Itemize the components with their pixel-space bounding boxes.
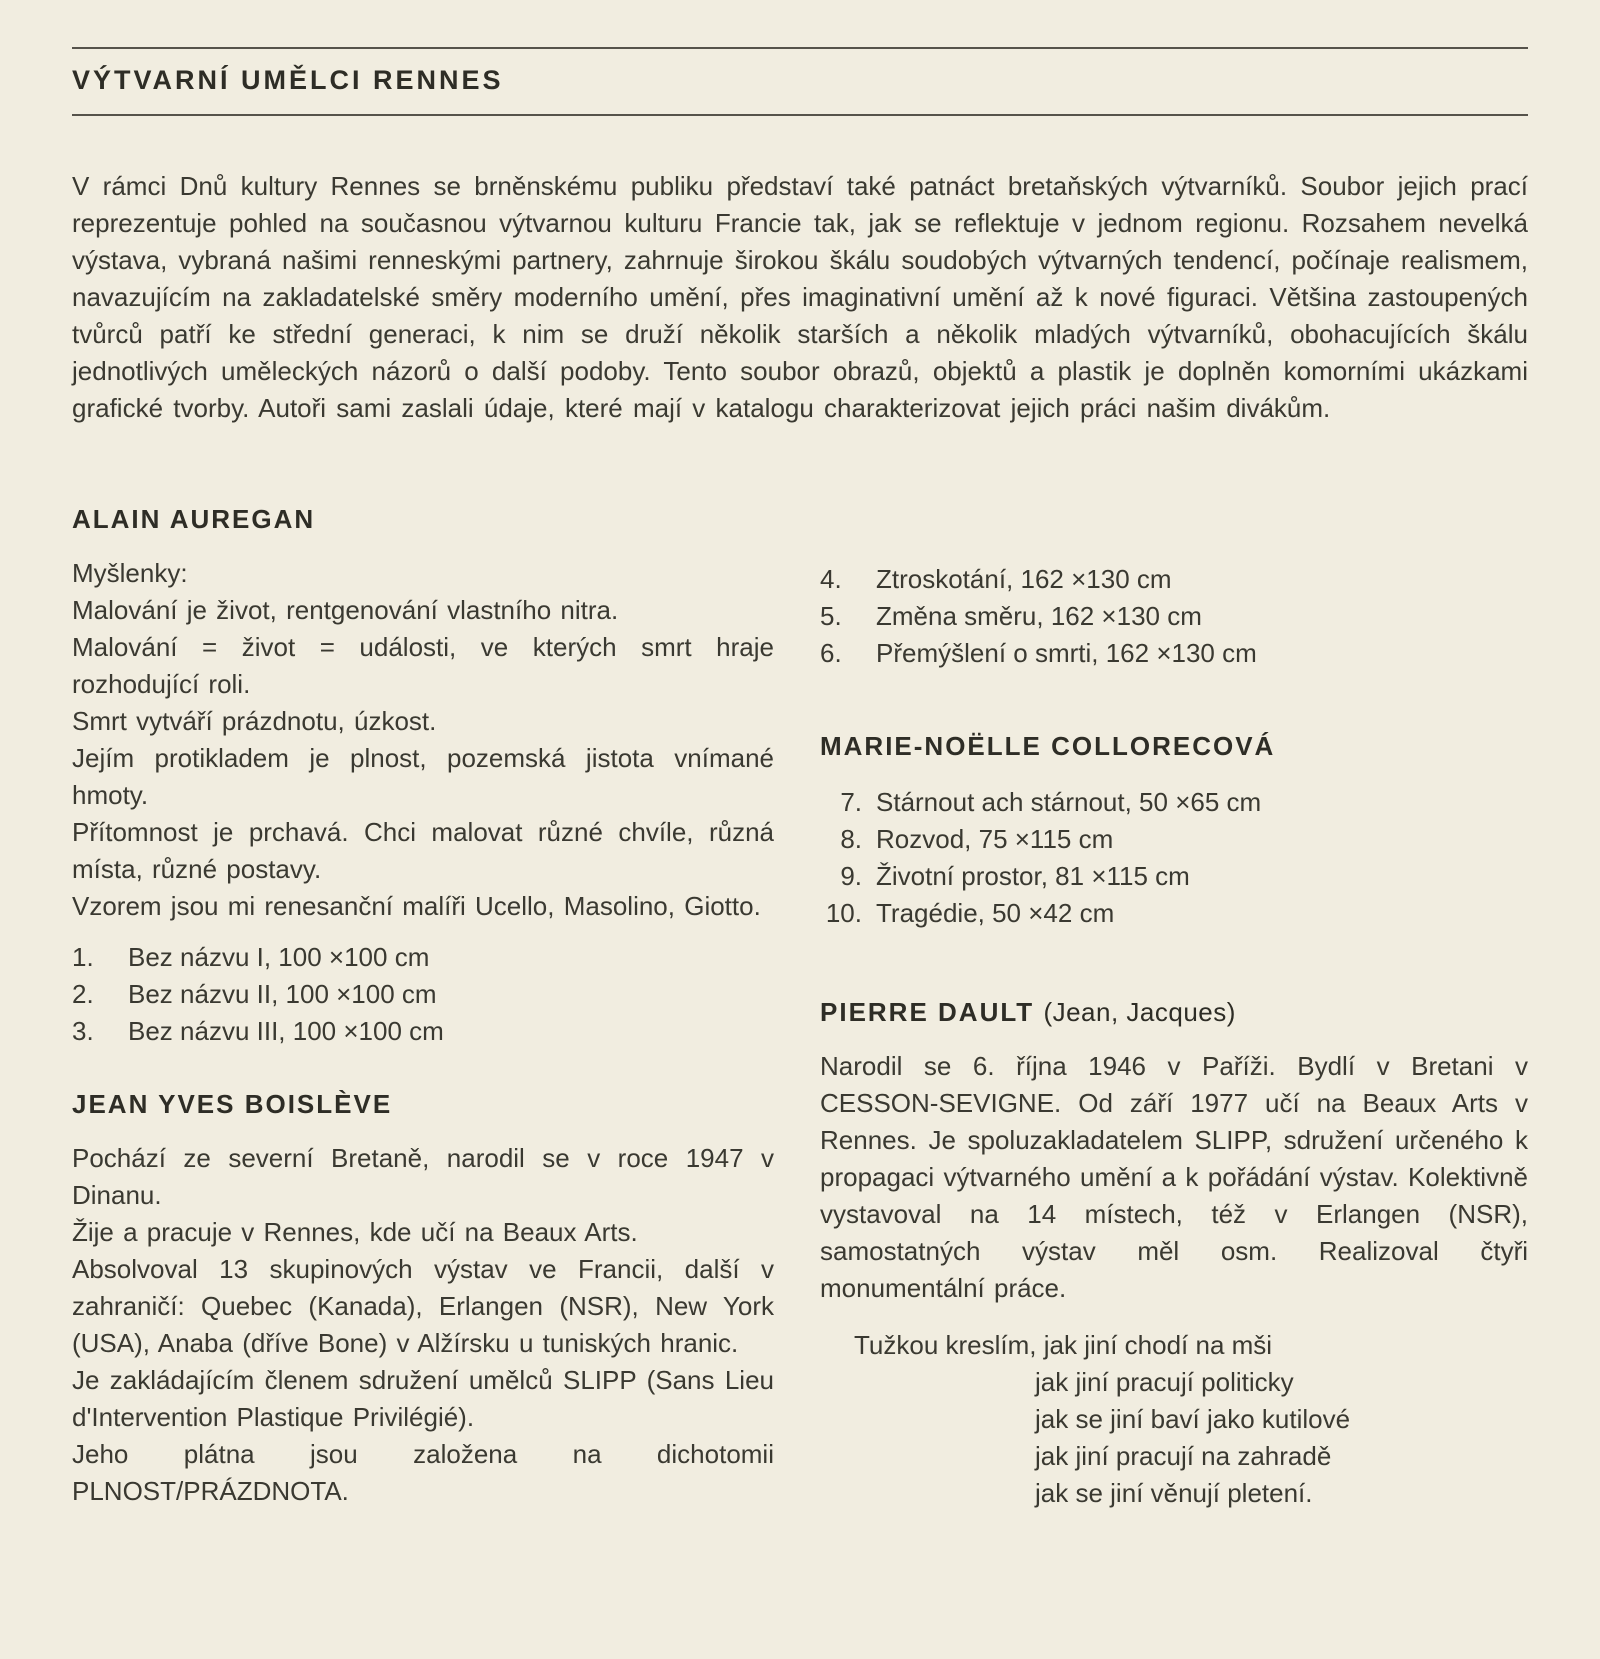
statement-line: Přítomnost je prchavá. Chci malovat různé chvíle, různá místa, různé postavy. bbox=[72, 817, 774, 884]
dault-bio: Narodil se 6. října 1946 v Paříži. Bydlí v Bretani v CESSON-SEVIGNE. Od září 1977 učí na Beaux Arts v Rennes. Je spoluzakladatelem SLIPP, sdružení určeného k propagaci výtvarného umění a k pořádání výstav. Kolektivně vystavoval na 14 místech, též v Erlangen (NSR), samostatných výstav měl osm. Realizoval čtyři monumentální práce. bbox=[820, 1051, 1528, 1303]
work-title: Přemýšlení o smrti, 162 ×130 cm bbox=[876, 638, 1257, 668]
auregan-statements bbox=[72, 555, 774, 925]
top-rule bbox=[72, 47, 1528, 49]
work-item bbox=[820, 561, 1528, 598]
work-number: 6. bbox=[820, 638, 842, 668]
poem-line: jak jiní pracují politicky bbox=[1035, 1367, 1294, 1397]
work-item bbox=[820, 784, 1528, 821]
work-item bbox=[820, 821, 1528, 858]
work-number: 8. bbox=[840, 824, 862, 854]
work-item bbox=[72, 1013, 774, 1050]
section-heading-boisleve: JEAN YVES BOISLÈVE bbox=[72, 1089, 393, 1119]
section-heading-collorecova: MARIE-NOËLLE COLLORECOVÁ bbox=[820, 731, 1276, 761]
work-number: 5. bbox=[820, 601, 842, 631]
work-number: 7. bbox=[840, 787, 862, 817]
page-title: VÝTVARNÍ UMĚLCI RENNES bbox=[72, 65, 504, 95]
bio-line: Žije a pracuje v Rennes, kde učí na Beaux Arts. bbox=[72, 1217, 638, 1247]
work-title: Rozvod, 75 ×115 cm bbox=[876, 824, 1114, 854]
statement-line: Smrt vytváří prázdnotu, úzkost. bbox=[72, 706, 437, 736]
work-number: 2. bbox=[72, 979, 94, 1009]
work-number: 1. bbox=[72, 942, 94, 972]
statement-line: Malování = život = události, ve kterých smrt hraje rozhodující roli. bbox=[72, 632, 774, 699]
work-title: Bez názvu III, 100 ×100 cm bbox=[128, 1016, 444, 1046]
statement-line: Myšlenky: bbox=[72, 558, 188, 588]
title-rule bbox=[72, 114, 1528, 116]
work-title: Bez názvu II, 100 ×100 cm bbox=[128, 979, 437, 1009]
poem-line: jak se jiní baví jako kutilové bbox=[1035, 1404, 1351, 1434]
dault-name-suffix: (Jean, Jacques) bbox=[1043, 997, 1236, 1027]
dault-name: PIERRE DAULT bbox=[820, 997, 1035, 1027]
statement-line: Jejím protikladem je plnost, pozemská jistota vnímané hmoty. bbox=[72, 743, 774, 810]
collorecova-works-list bbox=[820, 784, 1528, 932]
work-item bbox=[72, 976, 774, 1013]
work-item bbox=[820, 858, 1528, 895]
right-column bbox=[820, 503, 1528, 1512]
work-title: Tragédie, 50 ×42 cm bbox=[876, 898, 1115, 928]
section-heading-dault bbox=[820, 996, 1528, 1028]
poem-line: jak jiní pracují na zahradě bbox=[1035, 1441, 1332, 1471]
boisleve-bio bbox=[72, 1140, 774, 1510]
statement-line: Vzorem jsou mi renesanční malíři Ucello, Masolino, Giotto. bbox=[72, 891, 761, 921]
bio-line: Je zakládajícím členem sdružení umělců SLIPP (Sans Lieu d'Intervention Plastique Privilégié). bbox=[72, 1365, 774, 1432]
work-title: Změna směru, 162 ×130 cm bbox=[876, 601, 1202, 631]
work-title: Životní prostor, 81 ×115 cm bbox=[876, 861, 1190, 891]
bio-line: Pochází ze severní Bretaně, narodil se v roce 1947 v Dinanu. bbox=[72, 1143, 774, 1210]
work-number: 4. bbox=[820, 564, 842, 594]
work-title: Ztroskotání, 162 ×130 cm bbox=[876, 564, 1172, 594]
bio-line: Jeho plátna jsou založena na dichotomii PLNOST/PRÁZDNOTA. bbox=[72, 1439, 774, 1506]
work-title: Bez názvu I, 100 ×100 cm bbox=[128, 942, 430, 972]
left-column bbox=[72, 503, 774, 1510]
work-number: 9. bbox=[840, 861, 862, 891]
catalog-page bbox=[0, 47, 1600, 1512]
bio-line: Absolvoval 13 skupinových výstav ve Francii, další v zahraničí: Quebec (Kanada), Erlangen (NSR), New York (USA), Anaba (dříve Bone) v Alžírsku u tuniských hranic. bbox=[72, 1254, 774, 1358]
poem-line: Tužkou kreslím, jak jiní chodí na mši bbox=[854, 1330, 1273, 1360]
work-item bbox=[820, 895, 1528, 932]
work-item bbox=[820, 635, 1528, 672]
auregan-works-list-left bbox=[72, 939, 774, 1050]
intro-paragraph: V rámci Dnů kultury Rennes se brněnskému publiku představí také patnáct bretaňských výtvarníků. Soubor jejich prací reprezentuje pohled na současnou výtvarnou kulturu Francie tak, jak se reflektuje v jednom regionu. Rozsahem nevelká výstava, vybraná našimi renneskými partnery, zahrnuje širokou škálu soudobých výtvarných tendencí, počínaje realismem, navazujícím na zakladatelské směry moderního umění, přes imaginativní umění až k nové figuraci. Většina zastoupených tvůrců patří ke střední generaci, k nim se druží několik starších a několik mladých výtvarníků, obohacujících škálu jednotlivých uměleckých názorů o další podoby. Tento soubor obrazů, objektů a plastik je doplněn komorními ukázkami grafické tvorby. Autoři sami zaslali údaje, které mají v katalogu charakterizovat jejich práci našim divákům. bbox=[72, 171, 1528, 423]
section-heading-auregan: ALAIN AUREGAN bbox=[72, 504, 316, 534]
work-number: 3. bbox=[72, 1016, 94, 1046]
two-column-layout bbox=[72, 503, 1528, 1512]
work-title: Stárnout ach stárnout, 50 ×65 cm bbox=[876, 787, 1262, 817]
auregan-works-list-right bbox=[820, 561, 1528, 672]
statement-line: Malování je život, rentgenování vlastního nitra. bbox=[72, 595, 619, 625]
work-item bbox=[820, 598, 1528, 635]
dault-poem bbox=[820, 1327, 1528, 1512]
work-number: 10. bbox=[825, 898, 862, 928]
work-item bbox=[72, 939, 774, 976]
poem-line: jak se jiní věnují pletení. bbox=[1035, 1478, 1313, 1508]
